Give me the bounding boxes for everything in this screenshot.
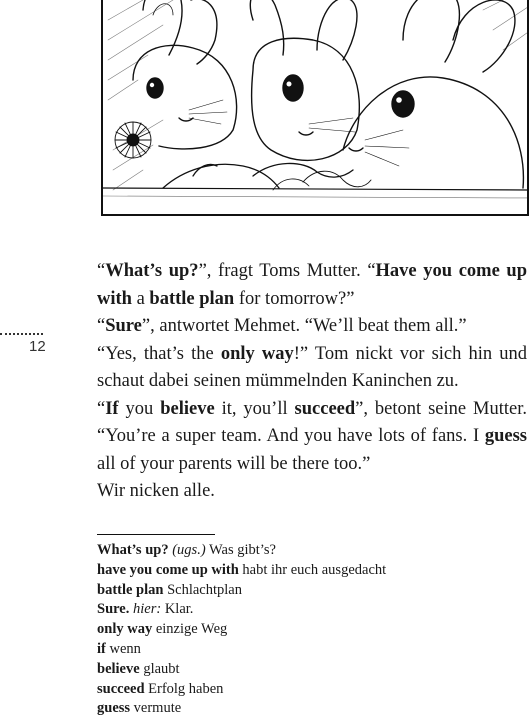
glossary-term: What’s up? (97, 542, 169, 558)
glossary-term: guess (97, 700, 131, 717)
text-run: “ (97, 398, 106, 419)
glossary-translation: Schlachtplan (167, 581, 242, 598)
text-run: “ (97, 316, 106, 336)
glossary-entry (97, 660, 527, 680)
glossary-entry (97, 640, 527, 660)
glossary-term: only way (97, 621, 153, 638)
hand-with-greens (163, 163, 371, 190)
text-run: for tomorrow?” (234, 288, 355, 309)
rabbit-right (343, 0, 523, 188)
story-text (97, 258, 527, 506)
glossary-translation: glaubt (143, 660, 180, 677)
glossary-translation: Was gibt’s? (209, 542, 276, 558)
glossary-entry (97, 620, 527, 640)
vocab-word: only way (220, 343, 294, 364)
dandelion-flower (115, 122, 151, 158)
glossary-term: battle plan (97, 581, 164, 598)
glossary-entry (97, 600, 527, 620)
text-run: a (131, 288, 150, 309)
glossary-term: Sure. (97, 601, 130, 618)
vocab-word: believe (160, 398, 215, 419)
glossary-translation: Erfolg haben (148, 680, 224, 697)
vocab-word: Have you come up with (97, 261, 527, 309)
paragraph (97, 478, 527, 506)
text-run: “Yes, that’s the (97, 343, 221, 364)
glossary-term: have you come up with (97, 561, 239, 578)
rabbits-illustration (101, 0, 529, 216)
glossary-entry (97, 699, 527, 719)
paragraph (97, 258, 527, 313)
glossary-entry (97, 541, 527, 561)
vocab-word: guess (484, 426, 527, 446)
vocabulary-glossary (97, 541, 527, 719)
glossary-translation: habt ihr euch ausgedacht (242, 561, 387, 578)
glossary-term: succeed (97, 680, 145, 697)
glossary-entry (97, 561, 527, 581)
glossary-note: hier: (133, 601, 162, 618)
text-run: ”, antwortet Mehmet. “We’ll beat them all.” (141, 316, 467, 336)
text-run: “ (97, 261, 106, 281)
glossary-translation: einzige Weg (155, 621, 228, 638)
paragraph (97, 396, 527, 479)
page-number-dots (0, 333, 43, 335)
paragraph (97, 341, 527, 396)
page-number: 12 (29, 338, 46, 355)
text-run: all of your parents will be there too.” (97, 453, 371, 474)
text-run: Wir nicken alle. (97, 481, 215, 501)
glossary-translation: wenn (109, 640, 141, 657)
vocab-word: If (105, 398, 119, 419)
vocab-word: Sure (105, 316, 142, 336)
text-run: you (118, 398, 161, 419)
text-run: !” Tom nickt vor sich hin und schaut dabei seinen mümmelnden Kaninchen zu. (97, 343, 528, 391)
rabbit-left (133, 0, 237, 149)
glossary-entry (97, 581, 527, 601)
vocab-word: succeed (294, 398, 356, 419)
text-run: ”, fragt Toms Mutter. “ (198, 261, 376, 281)
glossary-note: (ugs.) (172, 542, 206, 558)
glossary-translation: vermute (133, 700, 182, 717)
text-run: ”, betont seine Mutter. “You’re a super team. And you have lots of fans. I (97, 398, 527, 446)
text-run: it, you’ll (214, 398, 295, 419)
glossary-entry (97, 680, 527, 700)
glossary-term: if (97, 640, 106, 657)
vocab-word: What’s up? (105, 261, 199, 281)
vocab-word: battle plan (149, 288, 235, 309)
glossary-divider (97, 534, 215, 535)
paragraph (97, 313, 527, 341)
glossary-term: believe (97, 660, 140, 677)
rabbit-middle (250, 0, 359, 160)
glossary-translation: Klar. (164, 601, 194, 618)
